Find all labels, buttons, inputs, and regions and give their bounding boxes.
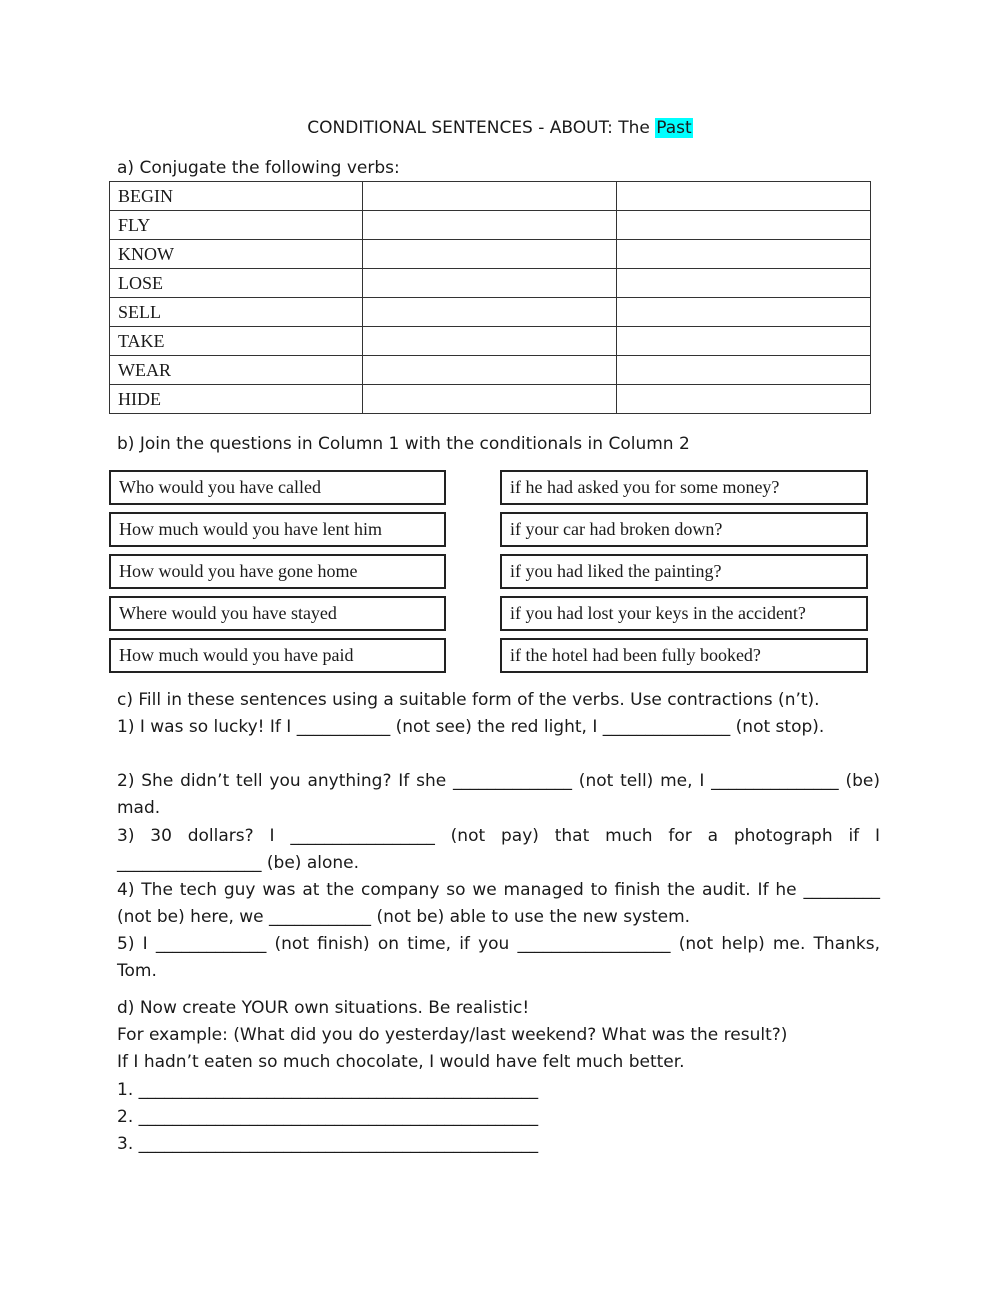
verb-cell: LOSE xyxy=(110,269,363,298)
verb-cell: WEAR xyxy=(110,356,363,385)
answer-cell-participle[interactable] xyxy=(617,240,871,269)
title-text: CONDITIONAL SENTENCES - ABOUT: The xyxy=(307,118,656,138)
verb-cell: KNOW xyxy=(110,240,363,269)
answer-cell-past[interactable] xyxy=(363,298,617,327)
exercise-item[interactable]: 4) The tech guy was at the company so we managed to finish the audit. If he _________ (not be) here, we ____________ (not be) able to use the new system. xyxy=(117,880,880,927)
column2-box[interactable]: if you had lost your keys in the accident? xyxy=(500,596,868,631)
verb-cell: TAKE xyxy=(110,327,363,356)
table-row xyxy=(110,182,871,211)
table-row xyxy=(110,385,871,414)
verb-cell: BEGIN xyxy=(110,182,363,211)
answer-line[interactable]: 1. _______________________________________________ xyxy=(117,1080,539,1100)
section-a-heading: a) Conjugate the following verbs: xyxy=(117,158,400,178)
answer-cell-past[interactable] xyxy=(363,211,617,240)
section-d-heading: d) Now create YOUR own situations. Be realistic! xyxy=(117,998,530,1018)
section-c-heading: c) Fill in these sentences using a suitable form of the verbs. Use contractions (n’t). xyxy=(117,690,820,710)
verb-cell: FLY xyxy=(110,211,363,240)
table-row xyxy=(110,240,871,269)
exercise-item[interactable]: 3) 30 dollars? I _________________ (not pay) that much for a photograph if I _________________ (be) alone. xyxy=(117,826,880,873)
column2-box[interactable]: if you had liked the painting? xyxy=(500,554,868,589)
answer-cell-past[interactable] xyxy=(363,240,617,269)
answer-cell-past[interactable] xyxy=(363,327,617,356)
example-sentence: If I hadn’t eaten so much chocolate, I would have felt much better. xyxy=(117,1052,685,1072)
answer-line[interactable]: 3. _______________________________________________ xyxy=(117,1134,539,1154)
answer-cell-participle[interactable] xyxy=(617,298,871,327)
example-prompt: For example: (What did you do yesterday/last weekend? What was the result?) xyxy=(117,1025,788,1045)
answer-cell-participle[interactable] xyxy=(617,327,871,356)
column1-box[interactable]: How much would you have lent him xyxy=(109,512,446,547)
section-b-heading: b) Join the questions in Column 1 with the conditionals in Column 2 xyxy=(117,434,690,454)
table-row xyxy=(110,327,871,356)
page-title xyxy=(0,118,1000,138)
table-row xyxy=(110,269,871,298)
answer-cell-past[interactable] xyxy=(363,356,617,385)
verb-cell: HIDE xyxy=(110,385,363,414)
answer-cell-past[interactable] xyxy=(363,182,617,211)
table-row xyxy=(110,211,871,240)
exercise-item[interactable]: 1) I was so lucky! If I ___________ (not see) the red light, I _______________ (not stop). xyxy=(117,717,825,737)
table-row xyxy=(110,298,871,327)
column1-box[interactable]: How would you have gone home xyxy=(109,554,446,589)
answer-cell-participle[interactable] xyxy=(617,385,871,414)
table-row xyxy=(110,356,871,385)
column2-box[interactable]: if he had asked you for some money? xyxy=(500,470,868,505)
exercise-item[interactable]: 5) I _____________ (not finish) on time, if you __________________ (not help) me. Thanks, Tom. xyxy=(117,934,880,981)
exercise-item[interactable]: 2) She didn’t tell you anything? If she ______________ (not tell) me, I _______________ (be) mad. xyxy=(117,771,880,818)
verb-table xyxy=(109,181,871,414)
column2-box[interactable]: if your car had broken down? xyxy=(500,512,868,547)
answer-line[interactable]: 2. _______________________________________________ xyxy=(117,1107,539,1127)
verb-cell: SELL xyxy=(110,298,363,327)
title-highlight: Past xyxy=(656,118,692,138)
column1-box[interactable]: Where would you have stayed xyxy=(109,596,446,631)
answer-cell-participle[interactable] xyxy=(617,356,871,385)
answer-cell-participle[interactable] xyxy=(617,211,871,240)
answer-cell-past[interactable] xyxy=(363,269,617,298)
column2-box[interactable]: if the hotel had been fully booked? xyxy=(500,638,868,673)
column1-box[interactable]: How much would you have paid xyxy=(109,638,446,673)
column1-box[interactable]: Who would you have called xyxy=(109,470,446,505)
answer-cell-participle[interactable] xyxy=(617,182,871,211)
answer-cell-past[interactable] xyxy=(363,385,617,414)
answer-cell-participle[interactable] xyxy=(617,269,871,298)
